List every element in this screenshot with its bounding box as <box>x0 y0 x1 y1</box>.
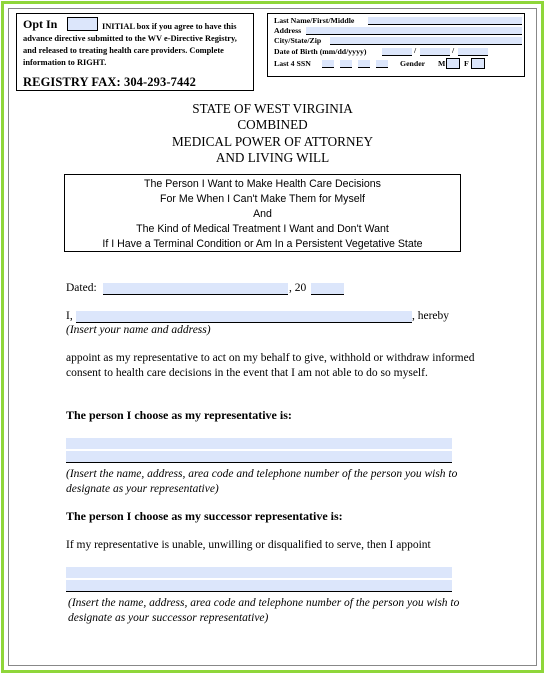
gender-male-label: M <box>438 59 446 68</box>
successor-field-2[interactable] <box>66 580 452 592</box>
ssn-digit-1[interactable] <box>322 60 334 68</box>
subtitle-line-1: The Person I Want to Make Health Care Decisions <box>144 178 381 190</box>
gender-female-label: F <box>464 59 469 68</box>
insert-name-instruction: (Insert your name and address) <box>66 324 211 336</box>
dob-slash-2: / <box>452 46 455 55</box>
dob-month-field[interactable] <box>382 48 412 56</box>
successor-instruction: (Insert the name, address, area code and telephone number of the person you wish to designate as your successor representative) <box>68 597 460 624</box>
ssn-digit-3[interactable] <box>358 60 370 68</box>
gender-male-checkbox[interactable] <box>446 58 460 69</box>
registry-fax: REGISTRY FAX: 304-293-7442 <box>23 75 196 89</box>
year-prefix: , 20 <box>289 282 307 294</box>
ssn-digit-4[interactable] <box>376 60 388 68</box>
address-label: Address <box>274 26 302 35</box>
ssn-digit-2[interactable] <box>340 60 352 68</box>
representative-field-1[interactable] <box>66 438 452 449</box>
subtitle-line-2: For Me When I Can't Make Them for Myself <box>160 193 365 205</box>
ssn-label: Last 4 SSN <box>274 59 311 68</box>
dob-label: Date of Birth (mm/dd/yyyy) <box>274 47 367 56</box>
opt-in-title: Opt In <box>23 17 58 31</box>
opt-in-box <box>16 13 254 91</box>
representative-instruction: (Insert the name, address, area code and telephone number of the person you wish to designate as your representative) <box>66 468 458 495</box>
representative-heading: The person I choose as my representative is: <box>66 408 292 422</box>
dated-label: Dated: <box>66 282 97 294</box>
year-field[interactable] <box>311 283 344 295</box>
title-line-4: AND LIVING WILL <box>215 150 330 165</box>
title-line-3: MEDICAL POWER OF ATTORNEY <box>171 134 374 149</box>
address-field[interactable] <box>306 27 522 35</box>
gender-label: Gender <box>400 59 426 68</box>
name-field[interactable] <box>368 17 522 25</box>
city-field[interactable] <box>330 37 522 45</box>
successor-field-1[interactable] <box>66 567 452 578</box>
city-label: City/State/Zip <box>274 36 322 45</box>
subtitle-box <box>64 174 461 252</box>
subtitle-line-4: The Kind of Medical Treatment I Want and Don't Want <box>136 223 389 235</box>
title-line-2: COMBINED <box>237 117 308 132</box>
name-label: Last Name/First/Middle <box>274 16 355 25</box>
title-line-1: STATE OF WEST VIRGINIA <box>192 101 353 116</box>
hereby-label: , hereby <box>412 310 450 322</box>
appoint-paragraph: appoint as my representative to act on my behalf to give, withhold or withdraw informed consent to health care decisions in the event that I am not able to do so myself. <box>66 352 475 379</box>
principal-name-field[interactable] <box>76 311 412 323</box>
successor-text: If my representative is unable, unwilling or disqualified to serve, then I appoint <box>66 539 431 551</box>
dob-day-field[interactable] <box>420 48 450 56</box>
dob-year-field[interactable] <box>458 48 488 56</box>
successor-heading: The person I choose as my successor representative is: <box>66 509 343 523</box>
i-label: I, <box>66 310 73 322</box>
subtitle-line-3: And <box>253 208 272 220</box>
dated-field[interactable] <box>103 283 288 295</box>
gender-female-checkbox[interactable] <box>471 58 485 69</box>
dob-slash-1: / <box>414 46 417 55</box>
registry-info-box <box>267 13 525 77</box>
representative-field-2[interactable] <box>66 451 452 463</box>
opt-in-text: INITIAL box if you agree to have this advance directive submitted to the WV e-Directive Registry, and released to treating health care providers. Complete information to RIGHT. <box>23 22 237 67</box>
subtitle-line-5: If I Have a Terminal Condition or Am In a Persistent Vegetative State <box>102 238 423 250</box>
